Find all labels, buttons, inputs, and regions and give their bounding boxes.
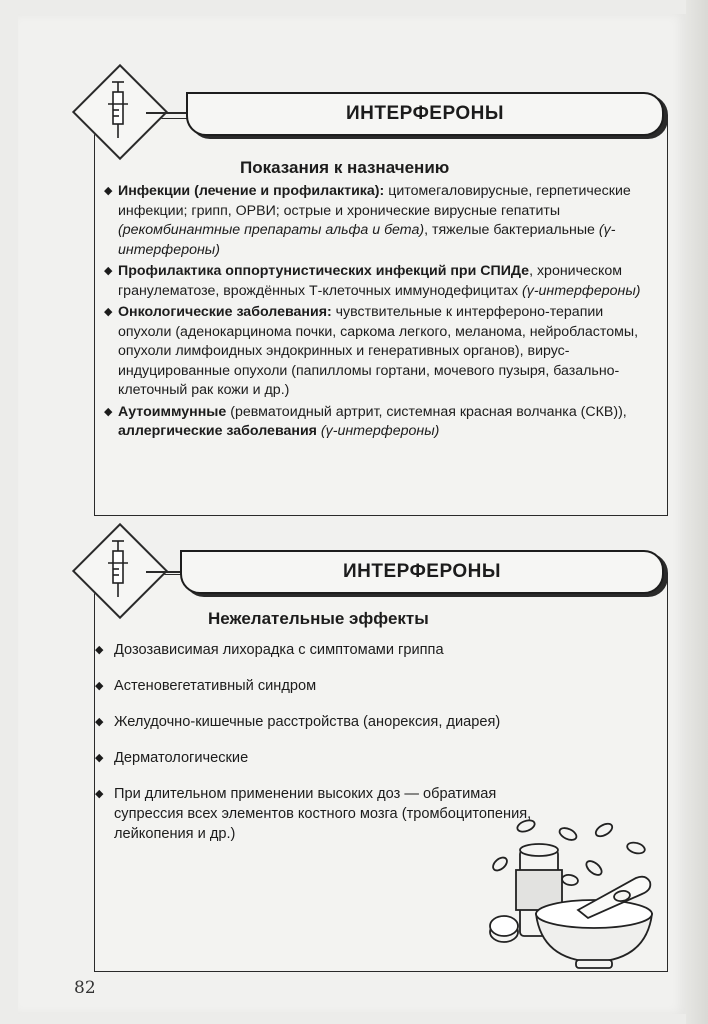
item-bold: аллергические заболевания — [118, 423, 317, 439]
item-text: Дозозависимая лихорадка с симптомами гриппа — [114, 642, 444, 658]
side-effects-list — [94, 640, 534, 860]
item-text: (ревматоидный артрит, системная красная волчанка (СКВ)), — [226, 403, 627, 420]
title-connector — [146, 571, 182, 573]
page-number: 82 — [74, 978, 96, 998]
bullet-icon: ◆ — [95, 788, 104, 800]
list-item — [104, 182, 652, 260]
indications-heading: Показания к назначению — [240, 158, 450, 177]
item-bold: Инфекции (лечение и профилактика): — [118, 183, 385, 199]
list-item — [104, 262, 652, 301]
bullet-icon: ◆ — [104, 405, 113, 418]
list-item — [94, 676, 534, 696]
item-text: Желудочно-кишечные расстройства (анорексия, диарея) — [114, 714, 501, 730]
item-text: , тяжелые бактериальные — [424, 222, 599, 238]
bullet-icon: ◆ — [95, 644, 104, 656]
item-italic: (рекомбинантные препараты альфа и бета) — [118, 222, 425, 238]
section-title: ИНТЕРФЕРОНЫ — [180, 550, 664, 594]
mortar-pills-icon — [486, 814, 658, 970]
bullet-icon: ◆ — [104, 185, 113, 197]
item-text: , хроническом гранулематозе, врождённых Т-клеточных иммунодефицитах — [118, 263, 622, 299]
bullet-icon: ◆ — [95, 752, 104, 764]
section-title: ИНТЕРФЕРОНЫ — [186, 92, 664, 136]
list-item — [104, 403, 652, 442]
title-connector — [146, 112, 188, 114]
item-italic: (γ-интерфероны) — [522, 282, 641, 299]
item-text: Дерматологические — [114, 750, 249, 766]
item-bold: Аутоиммунные — [118, 403, 227, 420]
bullet-icon: ◆ — [104, 265, 113, 277]
item-italic: (γ-интерфероны) — [118, 222, 616, 258]
bullet-icon: ◆ — [95, 716, 104, 728]
list-item — [94, 748, 534, 768]
bullet-icon: ◆ — [104, 306, 113, 318]
side-effects-heading: Нежелательные эффекты — [208, 609, 429, 628]
bullet-icon: ◆ — [95, 680, 104, 692]
syringe-icon — [72, 523, 164, 615]
item-bold: Профилактика оппортунистических инфекций при СПИДе — [118, 263, 530, 279]
item-bold: Онкологические заболевания: — [118, 304, 332, 320]
list-item — [94, 784, 534, 844]
item-italic: (γ-интерфероны) — [316, 423, 440, 439]
list-item — [104, 303, 652, 401]
list-item — [94, 712, 534, 732]
item-text: Астеновегетативный синдром — [114, 678, 317, 694]
item-text: цитомегаловирусные, герпетические инфекции; грипп, ОРВИ; острые и хронические вирусные гепатиты — [118, 183, 631, 219]
item-text: При длительном применении высоких доз — обратимая супрессия всех элементов костного мозга (тромбоцитопения, лейкопения и др.) — [114, 786, 532, 842]
indications-list — [104, 182, 652, 444]
page-spine — [686, 0, 708, 1024]
item-text: чувствительные к интерфероно-терапии опухоли (аденокарцинома почки, саркома легкого, меланома, нейробластомы, опухоли лимфоидных эндокринных и генеративных органов), вирус-индуцированные опухоли (папилломы гортани, мочевого пузыря, базально-клеточный рак кожи и др.) — [118, 304, 639, 398]
list-item — [94, 640, 534, 660]
syringe-icon — [72, 64, 164, 156]
